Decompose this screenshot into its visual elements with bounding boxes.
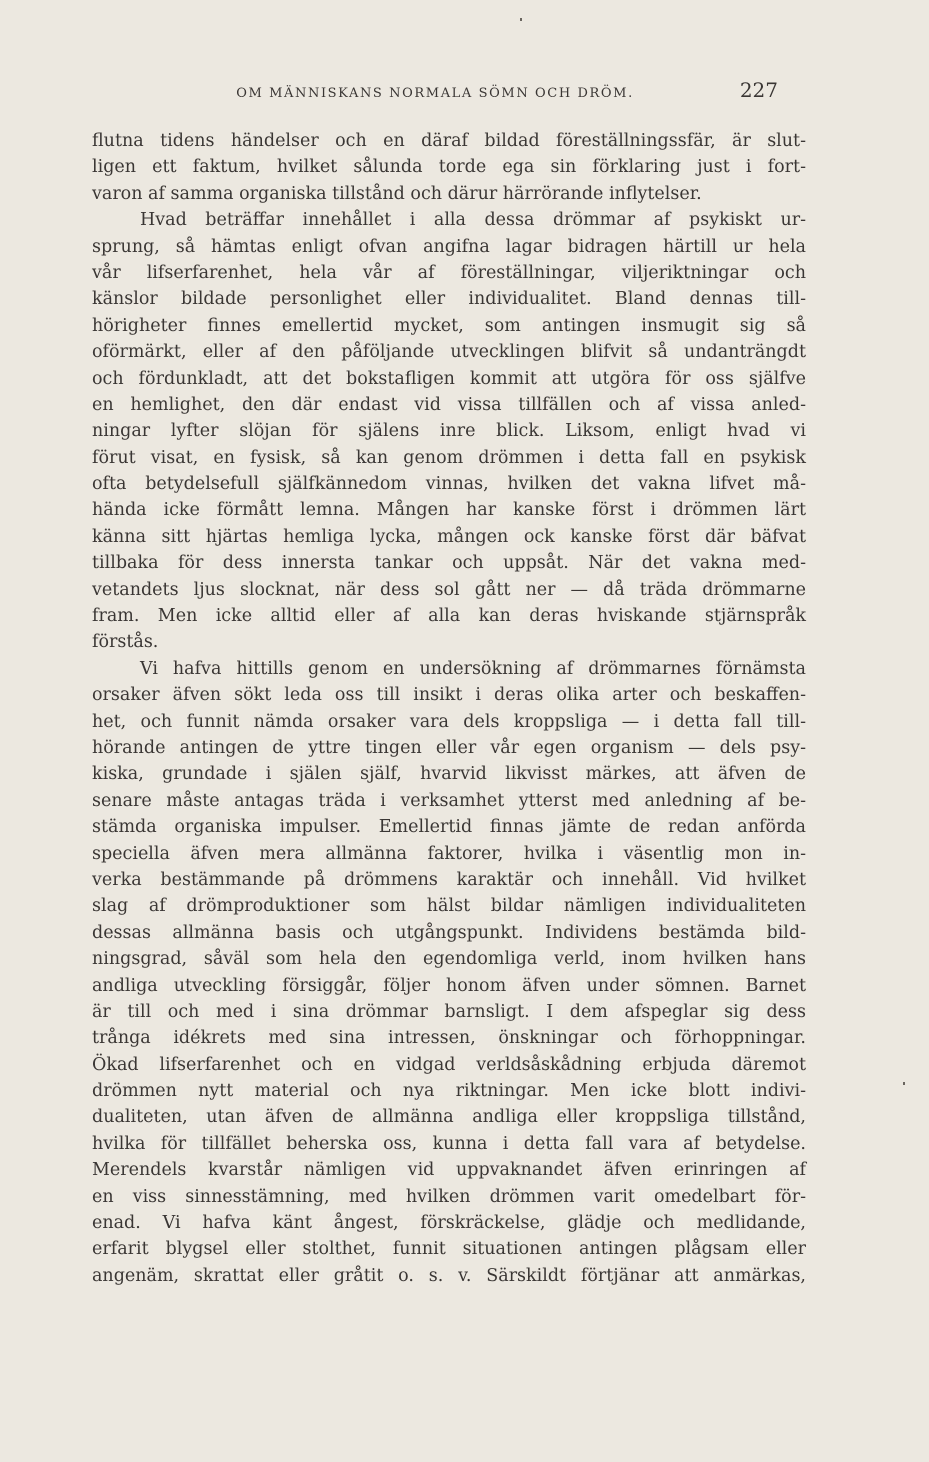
ink-speck	[520, 18, 522, 21]
text-line: förut visat, en fysisk, så kan genom drömmen i detta fall en psykisk	[92, 447, 806, 468]
text-line: orsaker äfven sökt leda oss till insikt i deras olika arter och beskaffen-	[92, 685, 806, 706]
ink-speck	[903, 1082, 905, 1085]
text-line: hända icke förmått lemna. Mången har kanske först i drömmen lärt	[92, 500, 806, 521]
text-line: hörande antingen de yttre tingen eller vår egen organism — dels psy-	[92, 737, 806, 758]
text-line: andliga utveckling försiggår, följer honom äfven under sömnen. Barnet	[92, 975, 806, 996]
text-line: Ökad lifserfarenhet och en vidgad verldsåskådning erbjuda däremot	[92, 1054, 806, 1075]
text-line: hörigheter finnes emellertid mycket, som antingen insmugit sig så	[92, 315, 806, 336]
text-line: ofta betydelsefull själfkännedom vinnas, hvilken det vakna lifvet må-	[92, 474, 806, 495]
text-line: ligen ett faktum, hvilket sålunda torde ega sin förklaring just i fort-	[92, 157, 806, 178]
text-line: ningar lyfter slöjan för själens inre blick. Liksom, enligt hvad vi	[92, 421, 806, 442]
text-line: Hvad beträffar innehållet i alla dessa drömmar af psykiskt ur-	[140, 210, 806, 231]
text-line: och fördunkladt, att det bokstafligen kommit att utgöra för oss själfve	[92, 368, 806, 389]
text-line: kiska, grundade i själen själf, hvarvid likvisst märkes, att äfven de	[92, 764, 806, 785]
text-line: en hemlighet, den där endast vid vissa tillfällen och af vissa anled-	[92, 394, 806, 415]
text-line: trånga idékrets med sina intressen, önskningar och förhoppningar.	[92, 1028, 806, 1049]
body-text	[92, 128, 806, 1289]
text-line: Merendels kvarstår nämligen vid uppvaknandet äfven erinringen af	[92, 1160, 806, 1181]
text-line: verka bestämmande på drömmens karaktär och innehåll. Vid hvilket	[92, 869, 806, 890]
text-line: Vi hafva hittills genom en undersökning af drömmarnes förnämsta	[140, 658, 806, 679]
text-line: enad. Vi hafva känt ångest, förskräckelse, glädje och medlidande,	[92, 1213, 806, 1234]
text-line: en viss sinnesstämning, med hvilken drömmen varit omedelbart för-	[92, 1186, 806, 1207]
text-line: hvilka för tillfället beherska oss, kunna i detta fall vara af betydelse.	[92, 1133, 806, 1154]
text-line: vår lifserfarenhet, hela vår af föreställningar, viljeriktningar och	[92, 262, 806, 283]
text-line: tillbaka för dess innersta tankar och uppsåt. När det vakna med-	[92, 553, 806, 574]
text-line: speciella äfven mera allmänna faktorer, hvilka i väsentlig mon in-	[92, 843, 806, 864]
text-line: flutna tidens händelser och en däraf bildad föreställningssfär, är slut-	[92, 131, 806, 151]
text-line: oförmärkt, eller af den påföljande utvecklingen blifvit så undanträngdt	[92, 342, 806, 363]
text-line: drömmen nytt material och nya riktningar. Men icke blott indivi-	[92, 1081, 806, 1102]
text-line: ningsgrad, såväl som hela den egendomliga verld, inom hvilken hans	[92, 949, 806, 970]
running-title: OM MÄNNISKANS NORMALA SÖMN OCH DRÖM.	[236, 86, 634, 101]
text-line: känslor bildade personlighet eller individualitet. Bland dennas till-	[92, 289, 806, 310]
text-line: stämda organiska impulser. Emellertid finnas jämte de redan anförda	[92, 817, 806, 838]
text-line: slag af drömproduktioner som hälst bildar nämligen individualiteten	[92, 896, 806, 917]
text-line: het, och funnit nämda orsaker vara dels kroppsliga — i detta fall till-	[92, 711, 806, 732]
page-header	[92, 78, 778, 108]
text-line: förstås.	[92, 632, 159, 653]
text-line: varon af samma organiska tillstånd och därur härrörande inflytelser.	[92, 183, 702, 204]
text-line: vetandets ljus slocknat, när dess sol gått ner — då träda drömmarne	[92, 579, 806, 600]
text-line: senare måste antagas träda i verksamhet ytterst med anledning af be-	[92, 790, 806, 811]
page-number: 227	[739, 78, 778, 102]
text-line: dualiteten, utan äfven de allmänna andliga eller kroppsliga tillstånd,	[92, 1107, 806, 1128]
text-line: angenäm, skrattat eller gråtit o. s. v. Särskildt förtjänar att anmärkas,	[92, 1265, 806, 1286]
text-line: fram. Men icke alltid eller af alla kan deras hviskande stjärnspråk	[92, 606, 806, 627]
text-line: erfarit blygsel eller stolthet, funnit situationen antingen plågsam eller	[92, 1239, 806, 1260]
text-line: sprung, så hämtas enligt ofvan angifna lagar bidragen härtill ur hela	[92, 236, 806, 257]
text-line: är till och med i sina drömmar barnsligt. I dem afspeglar sig dess	[92, 1001, 806, 1022]
text-line: dessas allmänna basis och utgångspunkt. Individens bestämda bild-	[92, 922, 806, 943]
text-line: känna sitt hjärtas hemliga lycka, mången ock kanske först där bäfvat	[92, 526, 806, 547]
